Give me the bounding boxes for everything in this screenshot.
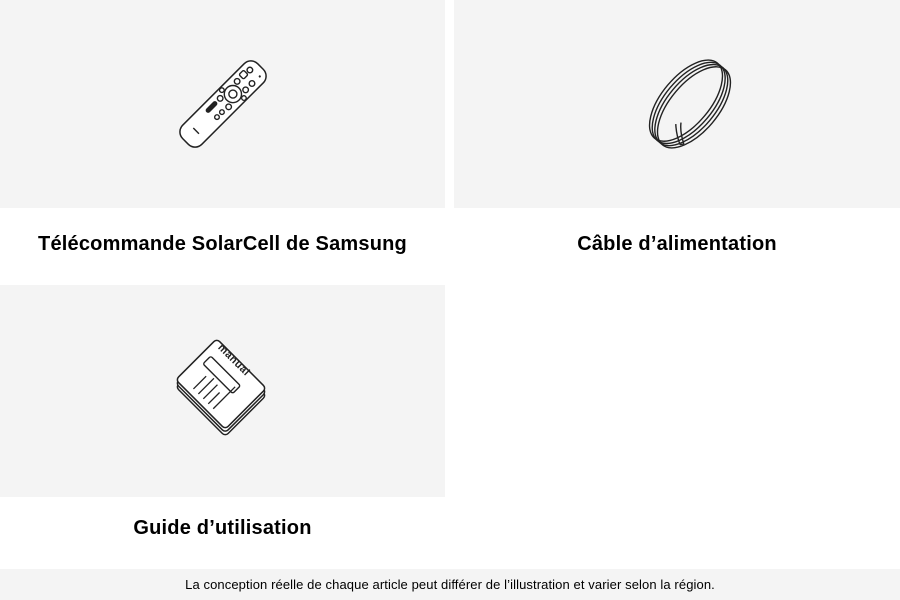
power-cable-image-box bbox=[454, 0, 900, 208]
user-manual-illustration bbox=[143, 321, 303, 461]
manual-cover-title: manual bbox=[214, 341, 252, 379]
power-cable-illustration bbox=[582, 19, 772, 189]
remote-control-illustration bbox=[143, 24, 303, 184]
manual-label: Guide d’utilisation bbox=[133, 516, 312, 539]
accessory-item-manual bbox=[0, 285, 445, 559]
power-cable-label: Câble d’alimentation bbox=[577, 232, 777, 255]
accessory-item-power-cable bbox=[454, 0, 900, 280]
region-disclaimer-text: La conception réelle de chaque article peut différer de l’illustration et varier selon la région. bbox=[185, 577, 715, 592]
remote-image-box bbox=[0, 0, 445, 208]
accessory-item-remote bbox=[0, 0, 445, 280]
region-disclaimer-bar bbox=[0, 569, 900, 600]
remote-label: Télécommande SolarCell de Samsung bbox=[38, 232, 407, 255]
manual-image-box bbox=[0, 285, 445, 497]
